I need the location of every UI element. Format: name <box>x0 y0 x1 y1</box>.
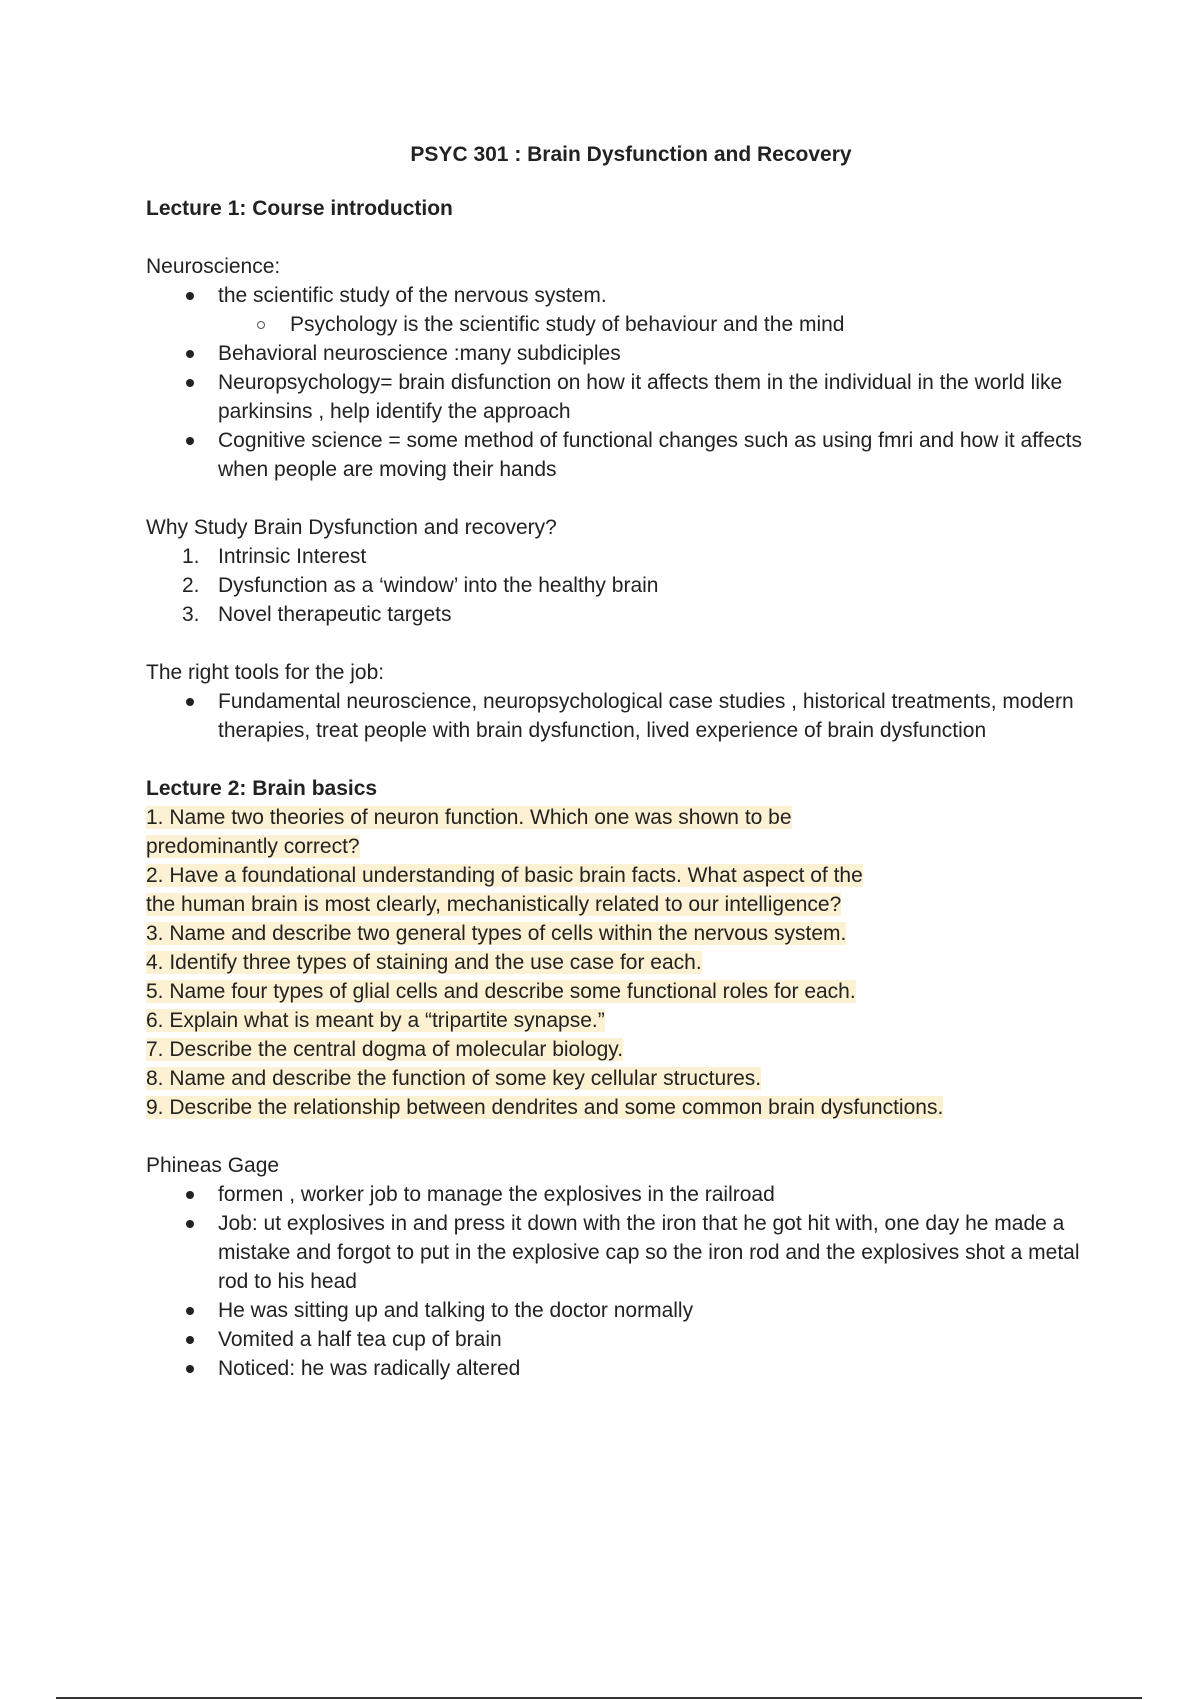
objective-line: 4. Identify three types of staining and the use case for each. <box>146 951 702 974</box>
bullet-icon <box>186 437 194 445</box>
objective-line: 1. Name two theories of neuron function. Which one was shown to be <box>146 806 792 829</box>
bullet-icon <box>186 1220 194 1228</box>
list-item: He was sitting up and talking to the doctor normally <box>146 1296 1086 1325</box>
list-item: formen , worker job to manage the explosives in the railroad <box>146 1180 1086 1209</box>
document-page <box>146 140 1086 1383</box>
bullet-icon <box>186 1336 194 1344</box>
lecture-2-heading: Lecture 2: Brain basics <box>146 777 378 800</box>
neuroscience-label: Neuroscience: <box>146 255 281 278</box>
list-item: Vomited a half tea cup of brain <box>146 1325 1086 1354</box>
list-item: Cognitive science = some method of functional changes such as using fmri and how it affects when people are moving their hands <box>146 426 1086 484</box>
bullet-icon <box>186 379 194 387</box>
bullet-icon <box>186 1191 194 1199</box>
phineas-gage-list <box>146 1180 1086 1383</box>
objective-line: 8. Name and describe the function of some key cellular structures. <box>146 1067 762 1090</box>
phineas-gage-label: Phineas Gage <box>146 1154 280 1177</box>
document-title: PSYC 301 : Brain Dysfunction and Recovery <box>410 143 852 166</box>
footer-divider <box>56 1697 1142 1699</box>
list-item: 2. Dysfunction as a ‘window’ into the healthy brain <box>182 574 659 597</box>
objective-line: predominantly correct? <box>146 835 360 858</box>
tools-list <box>146 687 1086 745</box>
list-item: Neuropsychology= brain disfunction on how it affects them in the individual in the world like parkinsins , help identify the approach <box>146 368 1086 426</box>
bullet-icon <box>186 292 194 300</box>
bullet-icon <box>186 698 194 706</box>
list-item: Behavioral neuroscience :many subdiciples <box>146 339 1086 368</box>
learning-objectives <box>146 803 1086 1122</box>
bullet-icon <box>186 1307 194 1315</box>
list-item: the scientific study of the nervous system. <box>146 281 1086 310</box>
neuroscience-list <box>146 281 1086 484</box>
bullet-icon <box>186 1365 194 1373</box>
tools-label: The right tools for the job: <box>146 661 385 684</box>
list-item: 1. Intrinsic Interest <box>182 545 367 568</box>
objective-line: 9. Describe the relationship between dendrites and some common brain dysfunctions. <box>146 1096 944 1119</box>
why-study-label: Why Study Brain Dysfunction and recovery? <box>146 516 557 539</box>
sub-list-item: Psychology is the scientific study of behaviour and the mind <box>146 310 1086 339</box>
objective-line: 5. Name four types of glial cells and describe some functional roles for each. <box>146 980 856 1003</box>
bullet-icon <box>186 350 194 358</box>
objective-line: 7. Describe the central dogma of molecular biology. <box>146 1038 624 1061</box>
list-item: Fundamental neuroscience, neuropsychological case studies , historical treatments, modern therapies, treat people with brain dysfunction, lived experience of brain dysfunction <box>146 687 1086 745</box>
objective-line: 2. Have a foundational understanding of basic brain facts. What aspect of the <box>146 864 863 887</box>
list-item: 3. Novel therapeutic targets <box>182 603 452 626</box>
hollow-bullet-icon <box>257 321 265 329</box>
objective-line: 6. Explain what is meant by a “tripartite synapse.” <box>146 1009 605 1032</box>
lecture-1-heading: Lecture 1: Course introduction <box>146 197 453 220</box>
list-item: Noticed: he was radically altered <box>146 1354 1086 1383</box>
objective-line: the human brain is most clearly, mechanistically related to our intelligence? <box>146 893 842 916</box>
why-study-list <box>146 542 1086 629</box>
list-item: Job: ut explosives in and press it down with the iron that he got hit with, one day he made a mistake and forgot to put in the explosive cap so the iron rod and the explosives shot a metal rod to his head <box>146 1209 1086 1296</box>
objective-line: 3. Name and describe two general types of cells within the nervous system. <box>146 922 847 945</box>
